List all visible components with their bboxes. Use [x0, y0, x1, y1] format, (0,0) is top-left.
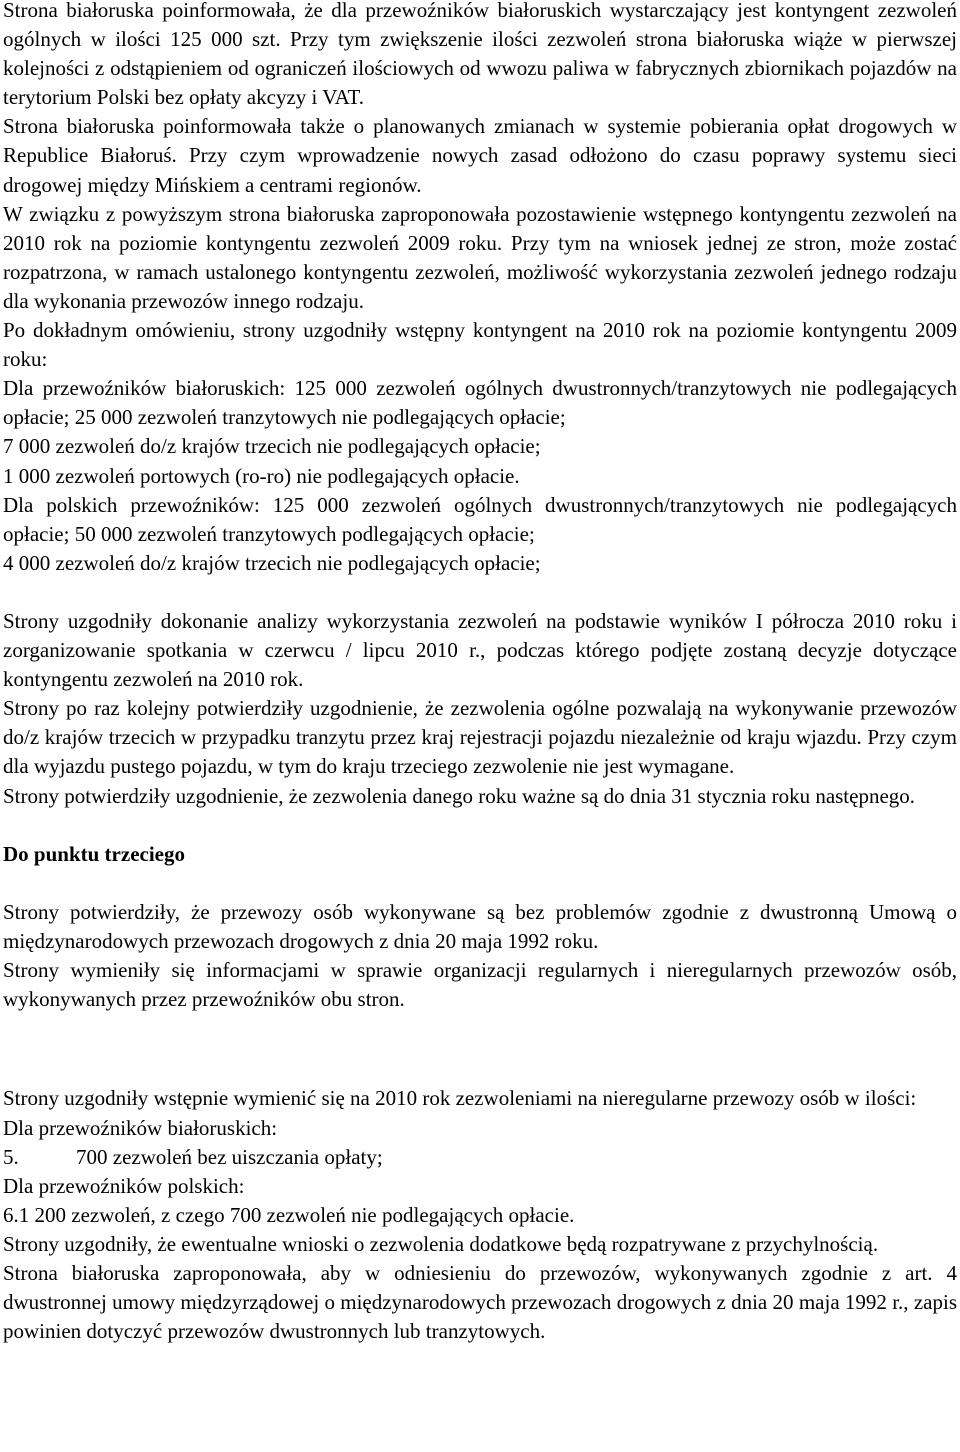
paragraph: Strony uzgodniły, że ewentualne wnioski o zezwolenia dodatkowe będą rozpatrywane z przychylnością. [3, 1231, 879, 1256]
irregular-transport-section [3, 1084, 957, 1346]
paragraph: Strony po raz kolejny potwierdziły uzgodnienie, że zezwolenia ogólne pozwalają na wykonywanie przewozów do/z krajów trzecich w przypadku tranzytu przez kraj rejestracji pojazdu niezależnie od kraju wjazdu. Przy czym dla wyjazdu pustego pojazdu, w tym do kraju trzeciego zezwolenie nie jest wymagane. [3, 696, 957, 779]
paragraph: W związku z powyższym strona białoruska zaproponowała pozostawienie wstępnego kontyngentu zezwoleń na 2010 rok na poziomie kontyngentu zezwoleń 2009 roku. Przy tym na wniosek jednej ze stron, może zostać rozpatrzona, w ramach ustalonego kontyngentu zezwoleń, możliwość wykorzystania zezwoleń jednego rodzaju dla wykonania przewozów innego rodzaju. [3, 201, 957, 313]
paragraph: Dla przewoźników białoruskich: 125 000 zezwoleń ogólnych dwustronnych/tranzytowych nie podlegających opłacie; 25 000 zezwoleń tranzytowych nie podlegających opłacie; [3, 376, 957, 430]
list-item [3, 1201, 957, 1230]
spacer [3, 1072, 957, 1084]
paragraph: Strony uzgodniły wstępnie wymienić się na 2010 rok zezwoleniami na nieregularne przewozy osób w ilości: [3, 1086, 917, 1111]
permit-analysis-section [3, 607, 957, 811]
paragraph: Strony potwierdziły, że przewozy osób wykonywane są bez problemów zgodnie z dwustronną Umową o międzynarodowych przewozach drogowych z dnia 20 maja 1992 roku. [3, 899, 957, 953]
paragraph: 7 000 zezwoleń do/z krajów trzecich nie podlegających opłacie; [3, 434, 541, 459]
spacer [3, 811, 957, 840]
paragraph: Strona białoruska zaproponowała, aby w odniesieniu do przewozów, wykonywanych zgodnie z art. 4 dwustronnej umowy międzyrządowej o międzynarodowych przewozach drogowych z dnia 20 maja 1992 r., zapis powinien dotyczyć przewozów dwustronnych lub tranzytowych. [3, 1261, 957, 1344]
list-item-number: 5. [3, 1144, 19, 1169]
paragraph: Dla polskich przewoźników: 125 000 zezwoleń ogólnych dwustronnych/tranzytowych nie podlegających opłacie; 50 000 zezwoleń tranzytowych podlegających opłacie; [3, 492, 957, 546]
paragraph: Strony uzgodniły dokonanie analizy wykorzystania zezwoleń na podstawie wyników I półrocza 2010 roku i zorganizowanie spotkania w czerwcu / lipcu 2010 r., podczas którego podjęte zostaną decyzje dotyczące kontyngentu zezwoleń na 2010 rok. [3, 608, 957, 692]
spacer [3, 1014, 957, 1072]
list-item [3, 1143, 957, 1172]
paragraph: Strona białoruska poinformowała także o planowanych zmianach w systemie pobierania opłat drogowych w Republice Białoruś. Przy czym wprowadzenie nowych zasad odłożono do czasu poprawy systemu sieci drogowej między Mińskiem a centrami regionów. [3, 114, 957, 197]
paragraph: 4 000 zezwoleń do/z krajów trzecich nie podlegających opłacie; [3, 550, 541, 575]
spacer [3, 869, 957, 898]
passenger-transport-section [3, 898, 957, 1014]
permit-quota-section [3, 0, 957, 578]
paragraph: Po dokładnym omówieniu, strony uzgodniły wstępny kontyngent na 2010 rok na poziomie kontyngentu 2009 roku: [3, 318, 957, 372]
document-page [3, 0, 957, 1346]
paragraph: Strona białoruska poinformowała, że dla przewoźników białoruskich wystarczający jest kontyngent zezwoleń ogólnych w ilości 125 000 szt. Przy tym zwiększenie ilości zezwoleń strona białoruska wiąże w pierwszej kolejności z odstąpieniem od ograniczeń ilościowych od wwozu paliwa w fabrycznych zbiornikach pojazdów na terytorium Polski bez opłaty akcyzy i VAT. [3, 0, 957, 110]
paragraph: 1 000 zezwoleń portowych (ro-ro) nie podlegających opłacie. [3, 463, 520, 488]
section-heading: Do punktu trzeciego [3, 841, 185, 866]
paragraph: Strony wymieniły się informacjami w sprawie organizacji regularnych i nieregularnych przewozów osób, wykonywanych przez przewoźników obu stron. [3, 958, 957, 1012]
paragraph: Dla przewoźników polskich: [3, 1173, 245, 1198]
list-item-number: 6. [3, 1202, 19, 1227]
list-item-text: 700 zezwoleń bez uiszczania opłaty; [76, 1144, 383, 1169]
list-item-text: 1 200 zezwoleń, z czego 700 zezwoleń nie podlegających opłacie. [18, 1202, 575, 1227]
spacer [3, 578, 957, 607]
paragraph: Strony potwierdziły uzgodnienie, że zezwolenia danego roku ważne są do dnia 31 stycznia roku następnego. [3, 783, 916, 808]
paragraph: Dla przewoźników białoruskich: [3, 1115, 278, 1140]
